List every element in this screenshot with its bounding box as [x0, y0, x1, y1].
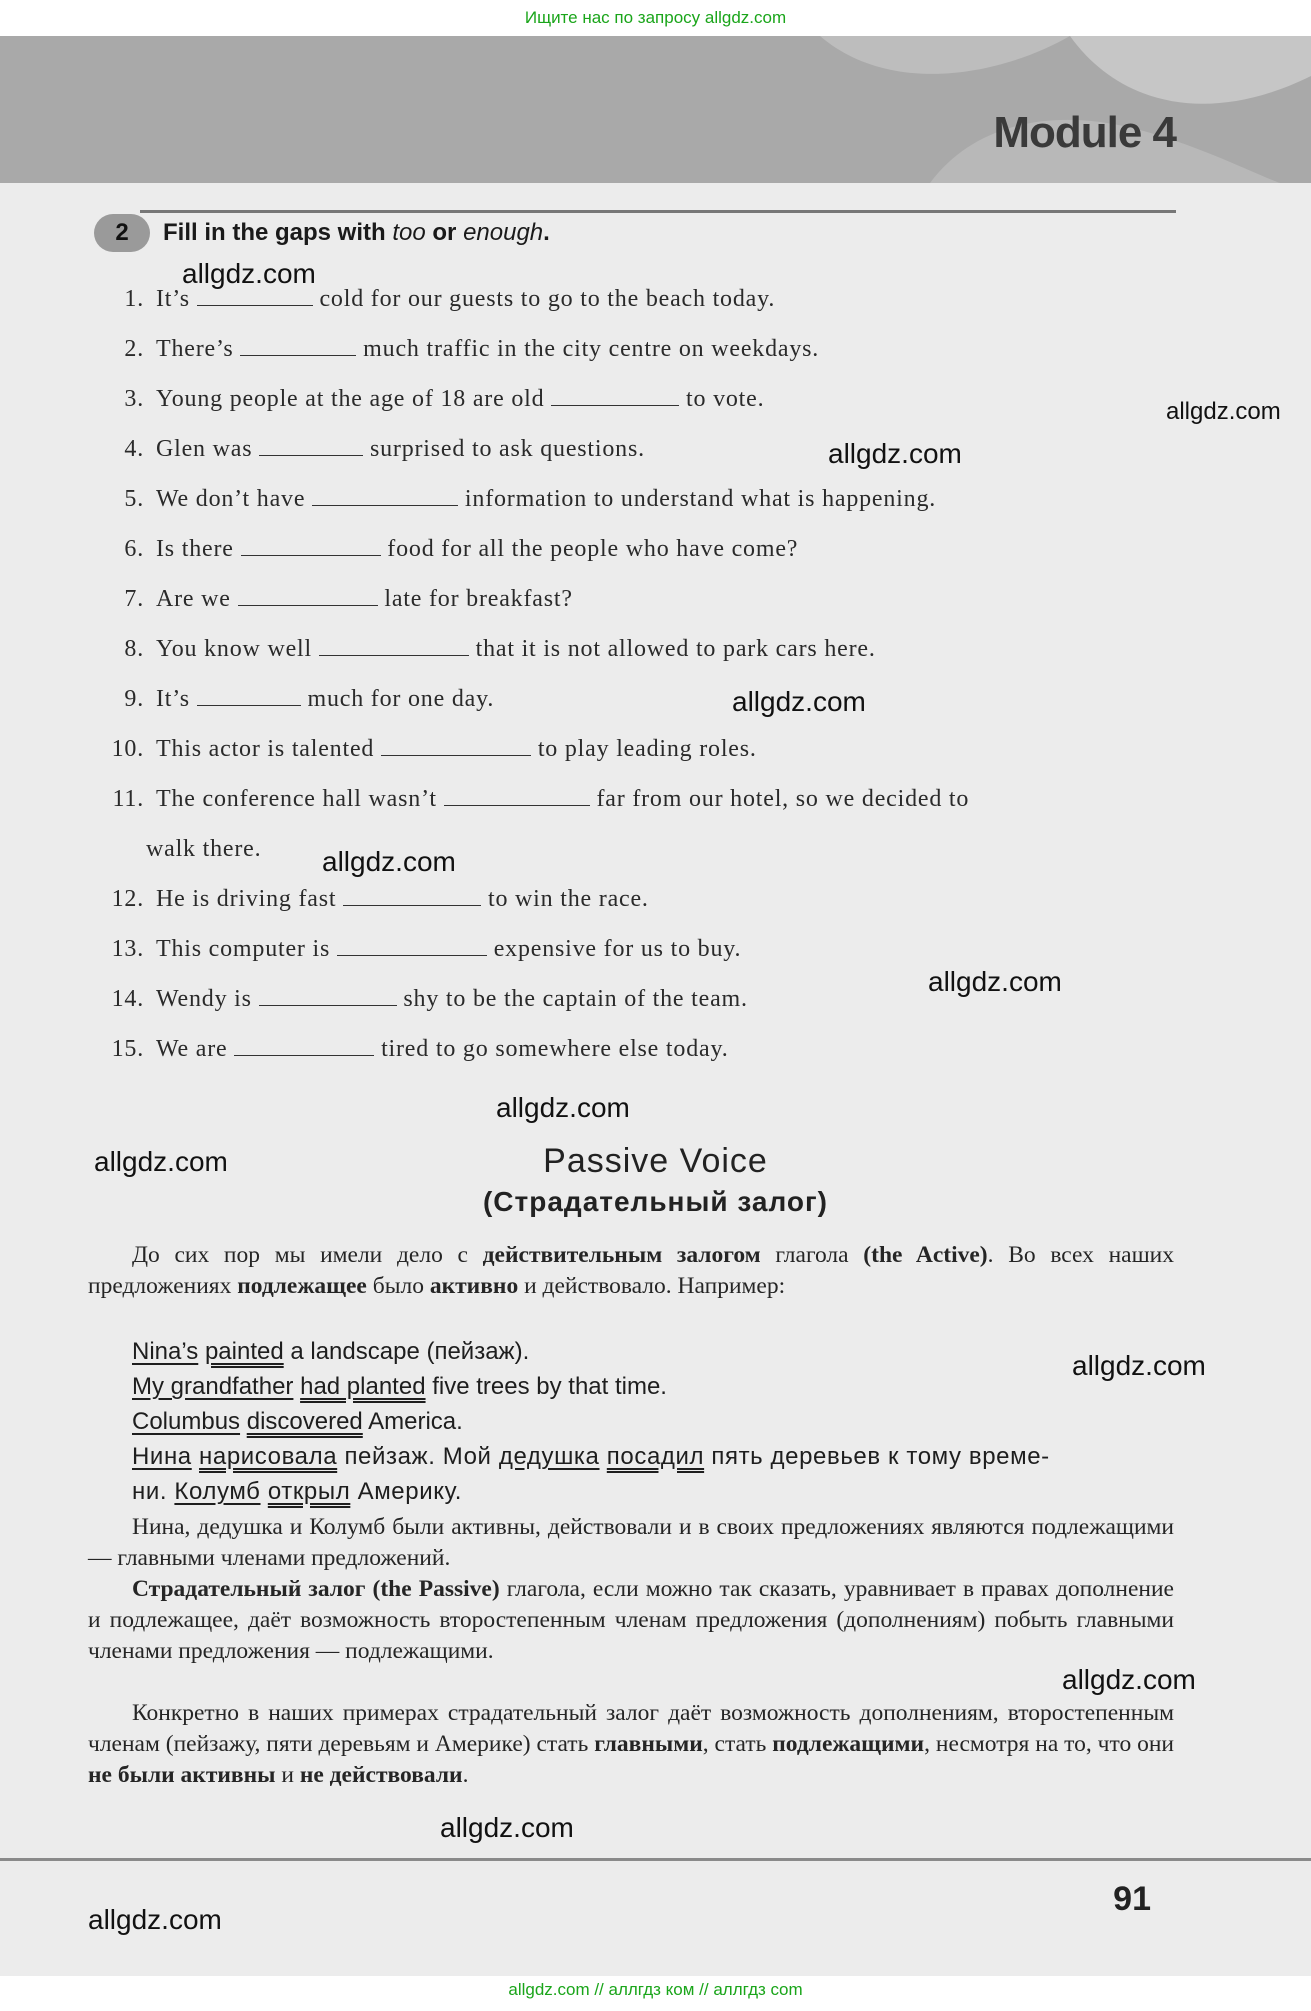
- exercise-item: 5. We don’t have information to understand what is happening.: [124, 486, 937, 512]
- exercise-rule: [140, 210, 1176, 213]
- answer-gap[interactable]: [197, 305, 313, 306]
- module-title: Module 4: [993, 108, 1176, 157]
- watermark: allgdz.com: [94, 1146, 228, 1177]
- watermark: allgdz.com: [496, 1092, 630, 1123]
- exercise-item: 12. He is driving fast to win the race.: [111, 886, 649, 912]
- answer-gap[interactable]: [551, 405, 679, 406]
- exercise-item: 10. This actor is talented to play leading roles.: [111, 736, 757, 762]
- paragraph-active: Нина, дедушка и Колумб были активны, действовали и в своих предложениях являются подлежащими — главными членами предложений.: [88, 1514, 1174, 1571]
- exercise-item: 11. The conference hall wasn’t far from our hotel, so we decided to: [112, 786, 970, 812]
- exercise-item: 14. Wendy is shy to be the captain of the team.: [111, 986, 748, 1012]
- footer-links[interactable]: allgdz.com // аллгдз ком // аллгдз com: [508, 1980, 803, 1999]
- exercise-item: 9. It’s much for one day.: [124, 686, 495, 712]
- paragraph-intro: До сих пор мы имели дело с действительным залогом глагола (the Active). Во всех наших предложениях подлежащее было активно и действовало. Например:: [88, 1242, 1174, 1299]
- paragraph-passive: Страдательный залог (the Passive) глагола, если можно так сказать, уравнивает в правах дополнение и подлежащее, даёт возможность второстепенным членам предложения (дополнениям) побыть главными членами предложения — подлежащими.: [88, 1576, 1174, 1664]
- exercise-item: 1. It’s cold for our guests to go to the beach today.: [124, 286, 776, 312]
- watermark: allgdz.com: [1062, 1664, 1196, 1695]
- example-sentence: My grandfather had planted five trees by that time.: [132, 1373, 667, 1400]
- watermark: allgdz.com: [928, 966, 1062, 997]
- answer-gap[interactable]: [197, 705, 301, 706]
- watermark: allgdz.com: [1072, 1350, 1206, 1381]
- watermark: allgdz.com: [322, 846, 456, 877]
- exercise-item: 4. Glen was surprised to ask questions.: [124, 436, 645, 462]
- exercise-number: 2: [94, 214, 150, 252]
- exercise-item: 2. There’s much traffic in the city centre on weekdays.: [124, 336, 820, 362]
- answer-gap[interactable]: [259, 455, 363, 456]
- answer-gap[interactable]: [259, 1005, 397, 1006]
- page-number: 91: [1113, 1880, 1151, 1918]
- exercise-item: 6. Is there food for all the people who have come?: [124, 536, 799, 562]
- answer-gap[interactable]: [343, 905, 481, 906]
- top-banner: Ищите нас по запросу allgdz.com: [524, 8, 787, 27]
- exercise-item: 8. You know well that it is not allowed to park cars here.: [124, 636, 876, 662]
- exercise-item-continuation: walk there.: [146, 836, 262, 862]
- exercise-item: 13. This computer is expensive for us to buy.: [111, 936, 742, 962]
- example-sentence: Columbus discovered America.: [132, 1408, 463, 1435]
- answer-gap[interactable]: [234, 1055, 374, 1056]
- paragraph-example: Конкретно в наших примерах страдательный залог даёт возможность дополнениям, второстепенным членам (пейзажу, пяти деревьям и Америке) стать главными, стать подлежащими, несмотря на то, что они не были активны и не действовали.: [88, 1700, 1175, 1788]
- answer-gap[interactable]: [240, 355, 356, 356]
- section-subtitle: (Страдательный залог): [482, 1186, 828, 1217]
- answer-gap[interactable]: [337, 955, 487, 956]
- exercise-title: Fill in the gaps with too or enough.: [163, 219, 550, 246]
- watermark: allgdz.com: [732, 686, 866, 717]
- example-translation: ни. Колумб открыл Америку.: [132, 1478, 463, 1505]
- answer-gap[interactable]: [319, 655, 469, 656]
- watermark: allgdz.com: [88, 1904, 222, 1935]
- exercise-item: 7. Are we late for breakfast?: [124, 586, 573, 612]
- bottom-rule: [0, 1858, 1311, 1861]
- exercise-item: 15. We are tired to go somewhere else today.: [111, 1036, 729, 1062]
- section-title: Passive Voice: [543, 1142, 768, 1180]
- exercise-item: 3. Young people at the age of 18 are old to vote.: [124, 386, 765, 412]
- watermark: allgdz.com: [440, 1812, 574, 1843]
- answer-gap[interactable]: [241, 555, 381, 556]
- answer-gap[interactable]: [238, 605, 378, 606]
- answer-gap[interactable]: [381, 755, 531, 756]
- answer-gap[interactable]: [312, 505, 458, 506]
- watermark: allgdz.com: [828, 438, 962, 469]
- watermark: allgdz.com: [1166, 398, 1281, 425]
- answer-gap[interactable]: [444, 805, 590, 806]
- example-translation: Нина нарисовала пейзаж. Мой дедушка посадил пять деревьев к тому време-: [132, 1443, 1050, 1470]
- watermark: allgdz.com: [182, 258, 316, 289]
- example-sentence: Nina’s painted a landscape (пейзаж).: [132, 1338, 530, 1365]
